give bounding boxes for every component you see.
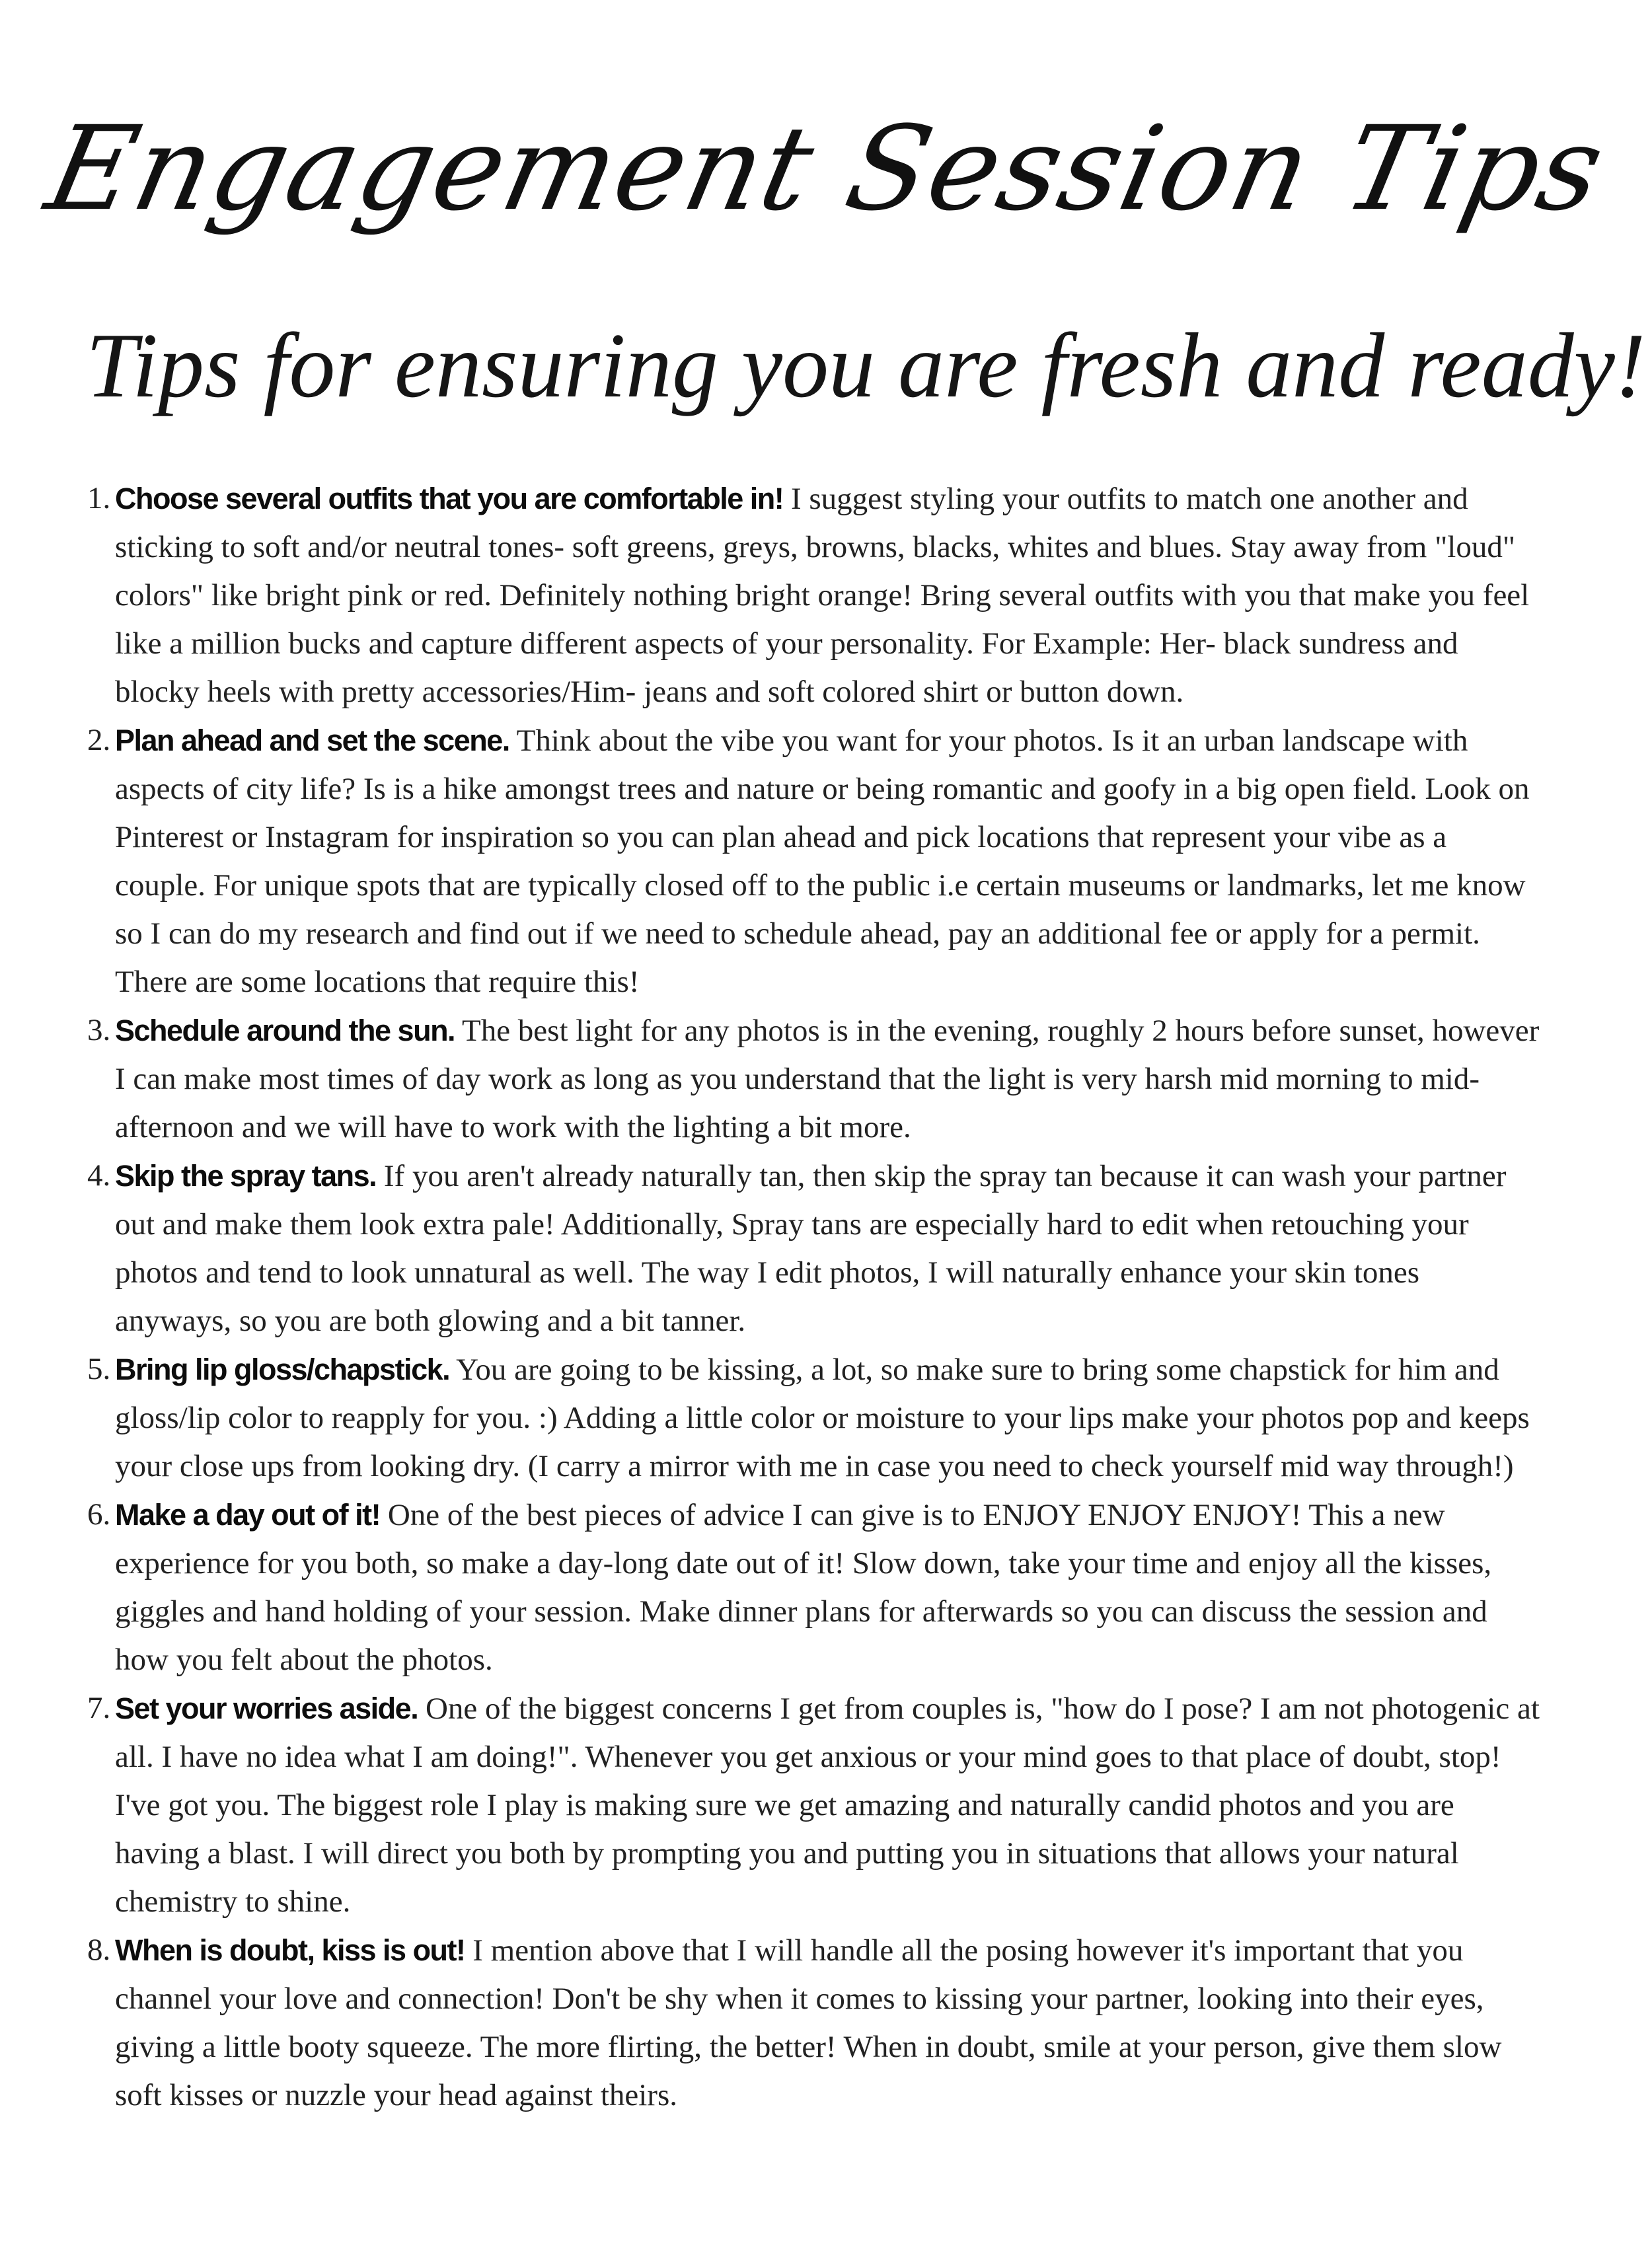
list-item: [87, 1684, 1541, 1926]
list-item: [87, 716, 1541, 1006]
tip-heading: When is doubt, kiss is out!: [115, 1933, 465, 1967]
subtitle: Tips for ensuring you are fresh and ready!: [86, 315, 1646, 417]
tip-number: 8.: [87, 1933, 111, 1967]
tip-number: 2.: [87, 723, 111, 757]
tip-number: 4.: [87, 1158, 111, 1193]
tip-body: I suggest styling your outfits to match one another and sticking to soft and/or neutral tones- soft greens, greys, browns, blacks, whites and blues. Stay away from "loud" colors" like bright pink or red. Definitely nothing bright orange! Bring several outfits with you that make you feel like a million bucks and capture different aspects of your personality. For Example: Her- black sundress and blocky heels with pretty accessories/Him- jeans and soft colored shirt or button down.: [115, 482, 1530, 709]
list-item: [87, 1152, 1541, 1345]
tips-list: [87, 474, 1541, 2120]
tip-body: I mention above that I will handle all the posing however it's important that you channel your love and connection! Don't be shy when it comes to kissing your partner, looking into their eyes, giving a little booty squeeze. The more flirting, the better! When in doubt, smile at your person, give them slow soft kisses or nuzzle your head against theirs.: [115, 1933, 1502, 2112]
tip-number: 5.: [87, 1352, 111, 1386]
tip-number: 6.: [87, 1497, 111, 1532]
tip-body: The best light for any photos is in the evening, roughly 2 hours before sunset, however I can make most times of day work as long as you understand that the light is very harsh mid morning to mid- afternoon and we will have to work with the lighting a bit more.: [115, 1014, 1540, 1144]
list-item: [87, 1926, 1541, 2120]
tip-heading: Choose several outfits that you are comfortable in!: [115, 482, 784, 515]
tip-heading: Skip the spray tans.: [115, 1159, 377, 1193]
list-item: [87, 1345, 1541, 1491]
tip-body: One of the best pieces of advice I can give is to ENJOY ENJOY ENJOY! This a new experience for you both, so make a day-long date out of it! Slow down, take your time and enjoy all the kisses, giggles and hand holding of your session. Make dinner plans for afterwards so you can discuss the session and how you felt about the photos.: [115, 1498, 1492, 1677]
tip-body: One of the biggest concerns I get from couples is, "how do I pose? I am not photogenic at all. I have no idea what I am doing!". Whenever you get anxious or your mind goes to that place of doubt, stop! I've got you. The biggest role I play is making sure we get amazing and naturally candid photos and you are having a blast. I will direct you both by prompting you and putting you in situations that allows your natural chemistry to shine.: [115, 1691, 1540, 1919]
script-title: Engagement Session Tips: [36, 101, 1616, 237]
list-item: [87, 1006, 1541, 1152]
tip-number: 7.: [87, 1691, 111, 1725]
list-item: [87, 1491, 1541, 1684]
tip-heading: Set your worries aside.: [115, 1691, 418, 1725]
tip-number: 3.: [87, 1013, 111, 1047]
tip-body: You are going to be kissing, a lot, so make sure to bring some chapstick for him and gloss/lip color to reapply for you. :) Adding a little color or moisture to your lips make your photos pop and keeps your close ups from looking dry. (I carry a mirror with me in case you need to check yourself mid way through!): [115, 1353, 1530, 1483]
tip-body: Think about the vibe you want for your photos. Is it an urban landscape with aspects of city life? Is is a hike amongst trees and nature or being romantic and goofy in a big open field. Look on Pinterest or Instagram for inspiration so you can plan ahead and pick locations that represent your vibe as a couple. For unique spots that are typically closed off to the public i.e certain museums or landmarks, let me know so I can do my research and find out if we need to schedule ahead, pay an additional fee or apply for a permit. There are some locations that require this!: [115, 724, 1530, 999]
tip-heading: Plan ahead and set the scene.: [115, 724, 509, 757]
tip-body: If you aren't already naturally tan, then skip the spray tan because it can wash your partner out and make them look extra pale! Additionally, Spray tans are especially hard to edit when retouching your photos and tend to look unnatural as well. The way I edit photos, I will naturally enhance your skin tones anyways, so you are both glowing and a bit tanner.: [115, 1159, 1507, 1338]
tip-heading: Schedule around the sun.: [115, 1014, 455, 1047]
list-item: [87, 474, 1541, 716]
tip-heading: Bring lip gloss/chapstick.: [115, 1353, 450, 1386]
tip-number: 1.: [87, 481, 111, 515]
tip-heading: Make a day out of it!: [115, 1498, 381, 1532]
